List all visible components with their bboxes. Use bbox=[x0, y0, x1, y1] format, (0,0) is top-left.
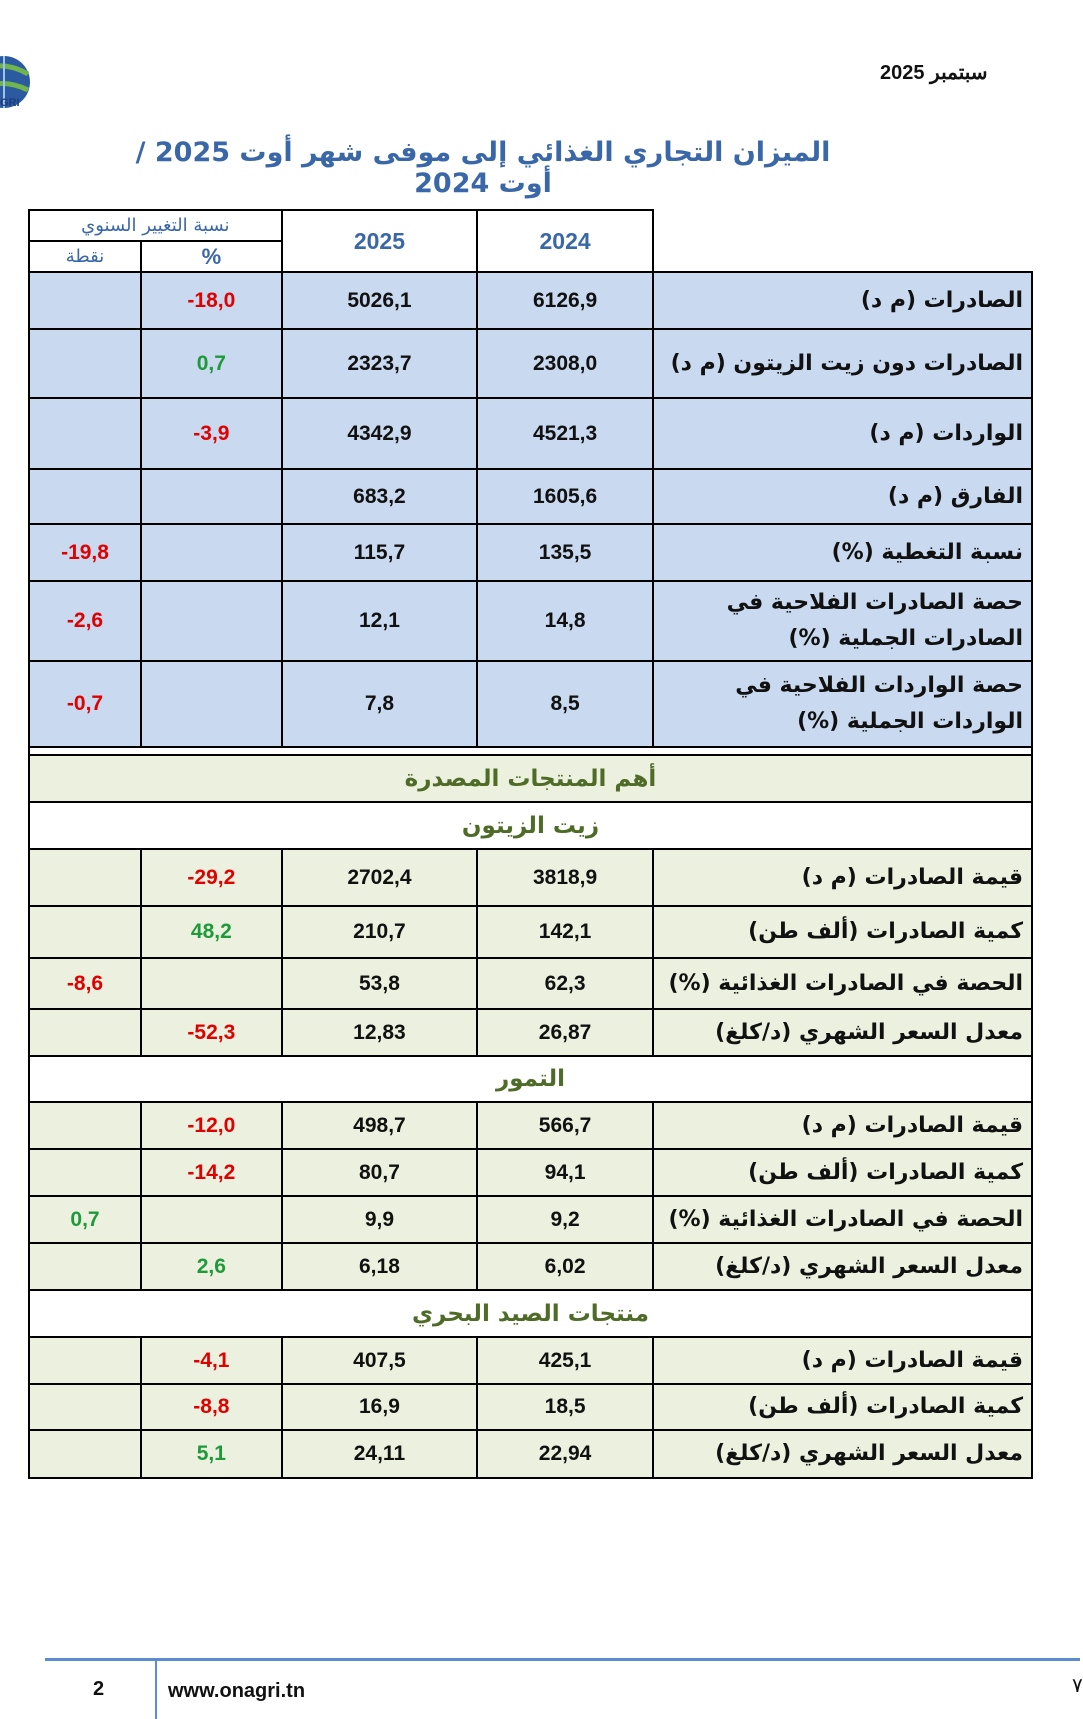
dates-row bbox=[29, 1243, 1032, 1290]
summary-row bbox=[29, 524, 1032, 581]
cell-pts: -8,6 bbox=[29, 958, 141, 1009]
cell-v2025: 210,7 bbox=[282, 906, 478, 958]
cell-v2024: 8,5 bbox=[477, 661, 653, 747]
point-header: نقطة bbox=[29, 241, 141, 272]
cell-v2024: 26,87 bbox=[477, 1009, 653, 1056]
cell-v2024: 22,94 bbox=[477, 1430, 653, 1478]
dates-row bbox=[29, 1102, 1032, 1149]
cell-pct: 5,1 bbox=[141, 1430, 282, 1478]
dates-row bbox=[29, 1149, 1032, 1196]
cell-v2024: 6,02 bbox=[477, 1243, 653, 1290]
summary-row bbox=[29, 398, 1032, 469]
cell-label: الحصة في الصادرات الغذائية (%) bbox=[653, 958, 1032, 1009]
cell-label: معدل السعر الشهري (د/كلغ) bbox=[653, 1243, 1032, 1290]
olive-oil-row bbox=[29, 1009, 1032, 1056]
cell-v2025: 498,7 bbox=[282, 1102, 478, 1149]
cell-label: قيمة الصادرات (م د) bbox=[653, 1102, 1032, 1149]
cell-pct: -4,1 bbox=[141, 1337, 282, 1384]
summary-row bbox=[29, 661, 1032, 747]
cell-pct bbox=[141, 1196, 282, 1243]
cell-pct: 2,6 bbox=[141, 1243, 282, 1290]
cell-v2025: 16,9 bbox=[282, 1384, 478, 1430]
report-date: سبتمبر 2025 bbox=[880, 62, 988, 84]
cell-pts: 0,7 bbox=[29, 1196, 141, 1243]
cell-pts bbox=[29, 1243, 141, 1290]
cell-pts bbox=[29, 1430, 141, 1478]
dates-row bbox=[29, 1196, 1032, 1243]
cell-pct: -14,2 bbox=[141, 1149, 282, 1196]
dates-section-title: التمور bbox=[29, 1056, 1032, 1102]
cell-v2024: 6126,9 bbox=[477, 272, 653, 329]
cell-v2024: 9,2 bbox=[477, 1196, 653, 1243]
cell-label: معدل السعر الشهري (د/كلغ) bbox=[653, 1430, 1032, 1478]
cell-v2025: 115,7 bbox=[282, 524, 478, 581]
cell-v2025: 4342,9 bbox=[282, 398, 478, 469]
cell-v2025: 683,2 bbox=[282, 469, 478, 524]
cell-label: كمية الصادرات (ألف طن) bbox=[653, 1384, 1032, 1430]
cell-pts bbox=[29, 849, 141, 906]
page-title: الميزان التجاري الغذائي إلى موفى شهر أوت 2025 / أوت 2024 bbox=[135, 137, 831, 199]
cell-pct bbox=[141, 581, 282, 661]
fishery-row bbox=[29, 1430, 1032, 1478]
olive-oil-row bbox=[29, 849, 1032, 906]
cell-pct: 0,7 bbox=[141, 329, 282, 398]
cell-v2024: 566,7 bbox=[477, 1102, 653, 1149]
summary-row bbox=[29, 329, 1032, 398]
footer-divider bbox=[45, 1658, 1080, 1661]
cell-v2024: 425,1 bbox=[477, 1337, 653, 1384]
cell-pct: -29,2 bbox=[141, 849, 282, 906]
olive-oil-row bbox=[29, 958, 1032, 1009]
cell-v2024: 94,1 bbox=[477, 1149, 653, 1196]
cell-pct: -12,0 bbox=[141, 1102, 282, 1149]
cell-v2024: 62,3 bbox=[477, 958, 653, 1009]
cell-v2024: 1605,6 bbox=[477, 469, 653, 524]
cell-pct bbox=[141, 661, 282, 747]
fishery-row bbox=[29, 1337, 1032, 1384]
cell-pct: -3,9 bbox=[141, 398, 282, 469]
olive-oil-section-title: زيت الزيتون bbox=[29, 802, 1032, 849]
cell-pct: -52,3 bbox=[141, 1009, 282, 1056]
cell-label: كمية الصادرات (ألف طن) bbox=[653, 1149, 1032, 1196]
website-link[interactable]: www.onagri.tn bbox=[168, 1680, 306, 1702]
cell-v2024: 135,5 bbox=[477, 524, 653, 581]
cell-pts bbox=[29, 1009, 141, 1056]
cell-pct: -8,8 bbox=[141, 1384, 282, 1430]
cell-label: قيمة الصادرات (م د) bbox=[653, 1337, 1032, 1384]
cell-pts bbox=[29, 329, 141, 398]
cell-v2024: 4521,3 bbox=[477, 398, 653, 469]
corner-mark: ٧ bbox=[1072, 1673, 1083, 1697]
trade-balance-table bbox=[28, 209, 1033, 1479]
cell-v2025: 407,5 bbox=[282, 1337, 478, 1384]
cell-v2025: 2702,4 bbox=[282, 849, 478, 906]
cell-v2025: 24,11 bbox=[282, 1430, 478, 1478]
cell-pct bbox=[141, 958, 282, 1009]
logo-text: GRI bbox=[0, 97, 20, 109]
cell-v2025: 5026,1 bbox=[282, 272, 478, 329]
cell-v2025: 6,18 bbox=[282, 1243, 478, 1290]
cell-pts bbox=[29, 469, 141, 524]
table-spacer bbox=[29, 747, 1032, 755]
fishery-section-title: منتجات الصيد البحري bbox=[29, 1290, 1032, 1337]
cell-pts bbox=[29, 272, 141, 329]
cell-pts bbox=[29, 1102, 141, 1149]
cell-v2025: 12,83 bbox=[282, 1009, 478, 1056]
cell-v2024: 2308,0 bbox=[477, 329, 653, 398]
cell-v2025: 80,7 bbox=[282, 1149, 478, 1196]
year-2025-header: 2025 bbox=[282, 210, 478, 272]
cell-v2024: 14,8 bbox=[477, 581, 653, 661]
cell-label: كمية الصادرات (ألف طن) bbox=[653, 906, 1032, 958]
cell-v2025: 9,9 bbox=[282, 1196, 478, 1243]
cell-v2024: 142,1 bbox=[477, 906, 653, 958]
cell-label: نسبة التغطية (%) bbox=[653, 524, 1032, 581]
cell-pct bbox=[141, 469, 282, 524]
cell-v2024: 18,5 bbox=[477, 1384, 653, 1430]
percent-header: % bbox=[141, 241, 282, 272]
cell-label: حصة الصادرات الفلاحية في الصادرات الجملية (%) bbox=[653, 581, 1032, 661]
cell-pct: 48,2 bbox=[141, 906, 282, 958]
footer-separator bbox=[155, 1660, 157, 1719]
cell-label: الواردات (م د) bbox=[653, 398, 1032, 469]
cell-v2025: 2323,7 bbox=[282, 329, 478, 398]
summary-row bbox=[29, 581, 1032, 661]
cell-v2025: 53,8 bbox=[282, 958, 478, 1009]
cell-label: الصادرات دون زيت الزيتون (م د) bbox=[653, 329, 1032, 398]
cell-pts bbox=[29, 1149, 141, 1196]
cell-pct bbox=[141, 524, 282, 581]
top-exported-products-header: أهم المنتجات المصدرة bbox=[29, 755, 1032, 802]
cell-pts bbox=[29, 1384, 141, 1430]
header-spacer bbox=[653, 210, 1032, 272]
summary-row bbox=[29, 272, 1032, 329]
cell-pts: -19,8 bbox=[29, 524, 141, 581]
summary-row bbox=[29, 469, 1032, 524]
year-2024-header: 2024 bbox=[477, 210, 653, 272]
page-number: 2 bbox=[93, 1678, 105, 1700]
cell-label: الحصة في الصادرات الغذائية (%) bbox=[653, 1196, 1032, 1243]
cell-pts: -2,6 bbox=[29, 581, 141, 661]
cell-label: الصادرات (م د) bbox=[653, 272, 1032, 329]
cell-label: معدل السعر الشهري (د/كلغ) bbox=[653, 1009, 1032, 1056]
olive-oil-row bbox=[29, 906, 1032, 958]
cell-label: حصة الواردات الفلاحية في الواردات الجملية (%) bbox=[653, 661, 1032, 747]
fishery-row bbox=[29, 1384, 1032, 1430]
cell-pts bbox=[29, 1337, 141, 1384]
cell-pts bbox=[29, 906, 141, 958]
cell-pct: -18,0 bbox=[141, 272, 282, 329]
cell-label: قيمة الصادرات (م د) bbox=[653, 849, 1032, 906]
cell-v2024: 3818,9 bbox=[477, 849, 653, 906]
cell-label: الفارق (م د) bbox=[653, 469, 1032, 524]
cell-pts: -0,7 bbox=[29, 661, 141, 747]
annual-change-header: نسبة التغيير السنوي bbox=[29, 210, 282, 241]
cell-v2025: 7,8 bbox=[282, 661, 478, 747]
cell-v2025: 12,1 bbox=[282, 581, 478, 661]
cell-pts bbox=[29, 398, 141, 469]
